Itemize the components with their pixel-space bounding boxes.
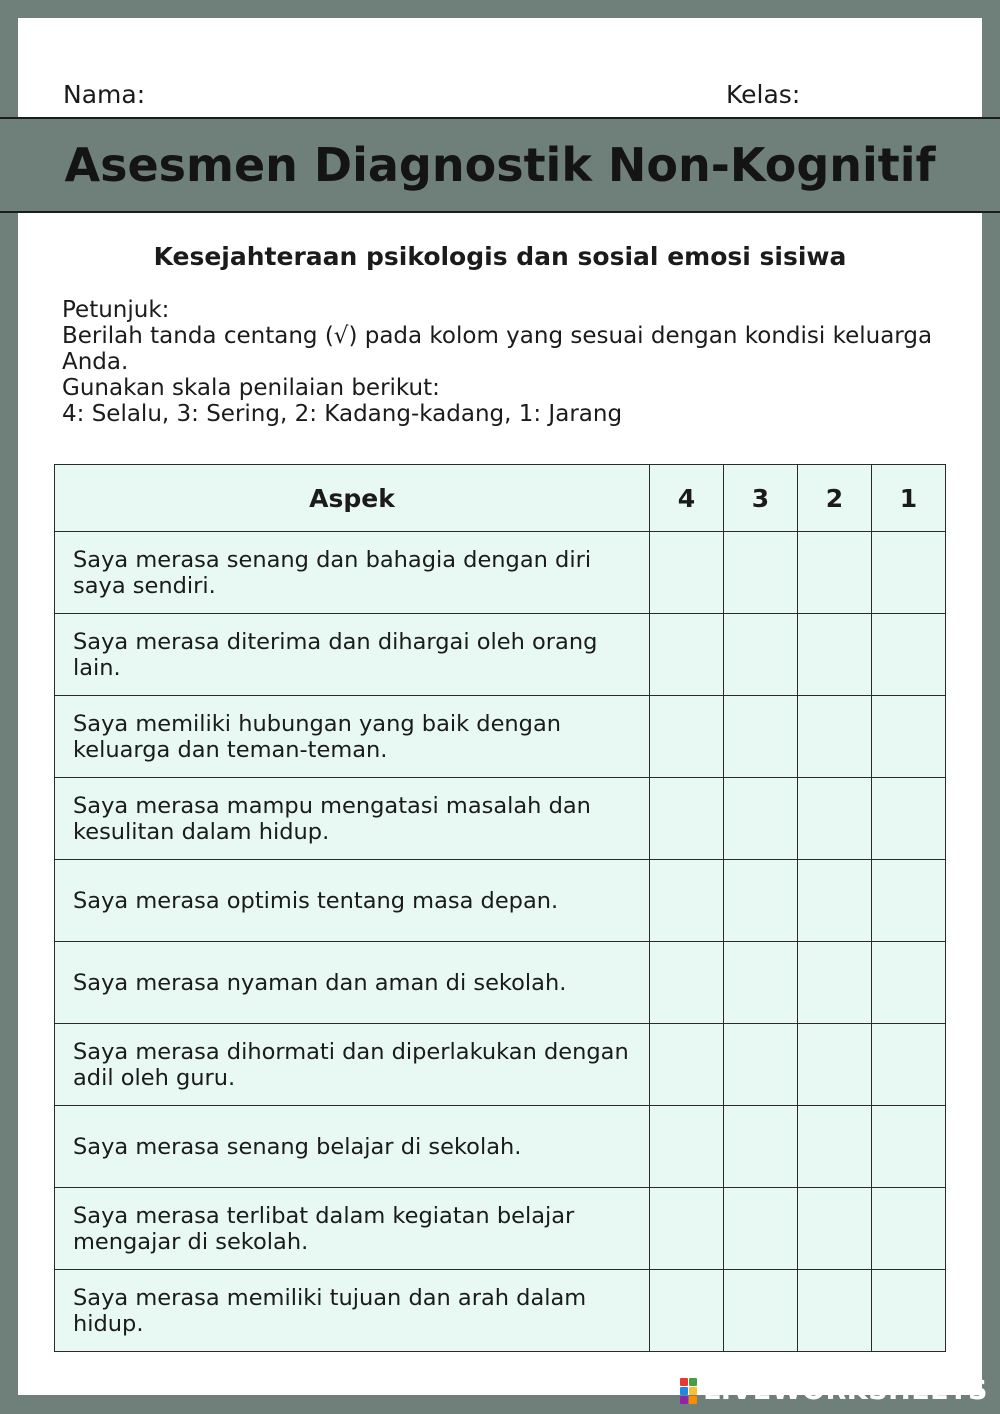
check-cell-1[interactable] — [872, 1270, 946, 1352]
instructions-line: Gunakan skala penilaian berikut: — [62, 375, 440, 401]
check-cell-3[interactable] — [724, 1188, 798, 1270]
header-aspek: Aspek — [55, 465, 650, 532]
check-cell-2[interactable] — [798, 696, 872, 778]
header-score-1: 1 — [872, 465, 946, 532]
table-row — [55, 1024, 946, 1106]
subtitle: Kesejahteraan psikologis dan sosial emosi sisiwa — [153, 242, 847, 271]
check-cell-4[interactable] — [650, 1106, 724, 1188]
aspek-cell: Saya merasa mampu mengatasi masalah dan kesulitan dalam hidup. — [55, 778, 650, 860]
instructions-line: Berilah tanda centang (√) pada kolom yang sesuai dengan kondisi keluarga Anda. — [62, 323, 933, 375]
instructions — [62, 297, 942, 427]
check-cell-4[interactable] — [650, 860, 724, 942]
instructions-heading: Petunjuk: — [62, 297, 170, 323]
check-cell-2[interactable] — [798, 942, 872, 1024]
check-cell-3[interactable] — [724, 1106, 798, 1188]
check-cell-4[interactable] — [650, 778, 724, 860]
check-cell-4[interactable] — [650, 696, 724, 778]
check-cell-4[interactable] — [650, 614, 724, 696]
check-cell-1[interactable] — [872, 614, 946, 696]
page-title: Asesmen Diagnostik Non-Kognitif — [64, 138, 936, 192]
title-banner — [0, 117, 1000, 213]
kelas-label: Kelas: — [726, 80, 801, 109]
check-cell-4[interactable] — [650, 532, 724, 614]
check-cell-4[interactable] — [650, 1270, 724, 1352]
check-cell-1[interactable] — [872, 942, 946, 1024]
table-body — [55, 532, 946, 1352]
aspek-cell: Saya merasa optimis tentang masa depan. — [55, 860, 650, 942]
table-row — [55, 696, 946, 778]
aspek-cell: Saya merasa diterima dan dihargai oleh orang lain. — [55, 614, 650, 696]
check-cell-2[interactable] — [798, 1270, 872, 1352]
check-cell-1[interactable] — [872, 1188, 946, 1270]
check-cell-2[interactable] — [798, 614, 872, 696]
aspek-cell: Saya memiliki hubungan yang baik dengan keluarga dan teman-teman. — [55, 696, 650, 778]
header-score-2: 2 — [798, 465, 872, 532]
check-cell-1[interactable] — [872, 860, 946, 942]
table-row — [55, 1270, 946, 1352]
table-row — [55, 778, 946, 860]
check-cell-3[interactable] — [724, 1024, 798, 1106]
logo-square — [680, 1387, 688, 1395]
header-score-3: 3 — [724, 465, 798, 532]
watermark-text: LIVEWORKSHEETS — [703, 1375, 988, 1406]
aspek-cell: Saya merasa nyaman dan aman di sekolah. — [55, 942, 650, 1024]
table-row — [55, 1188, 946, 1270]
check-cell-2[interactable] — [798, 1024, 872, 1106]
aspek-cell: Saya merasa senang dan bahagia dengan diri saya sendiri. — [55, 532, 650, 614]
header-score-4: 4 — [650, 465, 724, 532]
aspek-cell: Saya merasa senang belajar di sekolah. — [55, 1106, 650, 1188]
check-cell-3[interactable] — [724, 532, 798, 614]
check-cell-3[interactable] — [724, 1270, 798, 1352]
table-row — [55, 942, 946, 1024]
check-cell-1[interactable] — [872, 696, 946, 778]
survey-table — [54, 464, 946, 1352]
logo-square — [689, 1387, 697, 1395]
logo-square — [689, 1396, 697, 1404]
check-cell-1[interactable] — [872, 532, 946, 614]
check-cell-2[interactable] — [798, 860, 872, 942]
nama-label: Nama: — [63, 80, 146, 109]
check-cell-2[interactable] — [798, 532, 872, 614]
check-cell-1[interactable] — [872, 1106, 946, 1188]
table-row — [55, 614, 946, 696]
liveworksheets-logo-icon — [680, 1378, 697, 1404]
check-cell-3[interactable] — [724, 942, 798, 1024]
table-header-row — [55, 465, 946, 532]
liveworksheets-watermark[interactable] — [680, 1375, 988, 1406]
check-cell-2[interactable] — [798, 1188, 872, 1270]
check-cell-4[interactable] — [650, 1188, 724, 1270]
logo-square — [680, 1396, 688, 1404]
aspek-cell: Saya merasa memiliki tujuan dan arah dalam hidup. — [55, 1270, 650, 1352]
aspek-cell: Saya merasa terlibat dalam kegiatan belajar mengajar di sekolah. — [55, 1188, 650, 1270]
table-row — [55, 1106, 946, 1188]
check-cell-3[interactable] — [724, 696, 798, 778]
check-cell-1[interactable] — [872, 1024, 946, 1106]
check-cell-3[interactable] — [724, 860, 798, 942]
check-cell-2[interactable] — [798, 778, 872, 860]
check-cell-3[interactable] — [724, 614, 798, 696]
check-cell-2[interactable] — [798, 1106, 872, 1188]
aspek-cell: Saya merasa dihormati dan diperlakukan dengan adil oleh guru. — [55, 1024, 650, 1106]
instructions-scale: 4: Selalu, 3: Sering, 2: Kadang-kadang, 1: Jarang — [62, 401, 623, 427]
check-cell-4[interactable] — [650, 1024, 724, 1106]
logo-square — [680, 1378, 688, 1386]
table-row — [55, 860, 946, 942]
logo-square — [689, 1378, 697, 1386]
check-cell-1[interactable] — [872, 778, 946, 860]
table-row — [55, 532, 946, 614]
check-cell-4[interactable] — [650, 942, 724, 1024]
check-cell-3[interactable] — [724, 778, 798, 860]
